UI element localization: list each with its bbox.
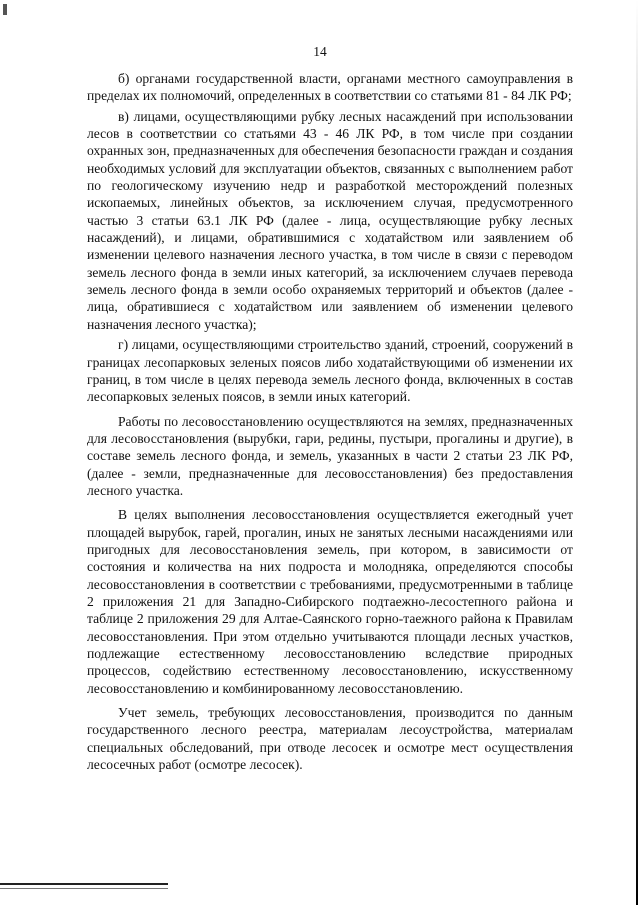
page-number: 14 bbox=[313, 44, 327, 59]
paragraph-item-g: г) лицами, осуществляющими строительство зданий, строений, сооружений в границах лесопарковых зеленых поясов либо ходатайствующими об изменении их границ, в том числе в целях перевода земель лесного фонда, включенных в состав лесопарковых зеленых поясов, в земли иных категорий. bbox=[87, 337, 573, 405]
paragraph-reforestation-works: Работы по лесовосстановлению осуществляются на землях, предназначенных для лесовосстановления (вырубки, гари, редины, пустыри, прогалины и другие), в составе земель лесного фонда, и земель, указанных в части 2 статьи 23 ЛК РФ, (далее - земли, предназначенные для лесовосстановления) без предоставления лесного участка. bbox=[87, 413, 573, 498]
scan-artifact-mark bbox=[3, 4, 7, 15]
paragraph-item-b: б) органами государственной власти, органами местного самоуправления в пределах их полномочий, определенных в соответствии со статьями 81 - 84 ЛК РФ; bbox=[87, 71, 573, 104]
paragraph-land-accounting: Учет земель, требующих лесовосстановления, производится по данным государственного лесного реестра, материалам лесоустройства, материалам специальных обследований, при отводе лесосек и осмотре мест осуществления лесосечных работ (осмотре лесосек). bbox=[87, 705, 573, 773]
paragraph-annual-accounting: В целях выполнения лесовосстановления осуществляется ежегодный учет площадей вырубок, гарей, прогалин, иных не занятых лесными насаждениями или пригодных для лесовосстановления земель, при котором, в зависимости от состояния и количества на них подроста и молодняка, определяются способы лесовосстановления в соответствии с требованиями, предусмотренными в таблице 2 приложения 21 для Западно-Сибирского подтаежно-лесостепного района и таблице 2 приложения 29 для Алтае-Саянского горно-таежного района к Правилам лесовосстановления. При этом отдельно учитываются площади лесных участков, подлежащие естественному лесовосстановлению вследствие природных процессов, содействию естественному лесовосстановлению, искусственному лесовосстановлению и комбинированному лесовосстановлению. bbox=[87, 507, 573, 696]
paragraph-item-v: в) лицами, осуществляющими рубку лесных насаждений при использовании лесов в соответствии со статьями 43 - 46 ЛК РФ, в том числе при создании охранных зон, предназначенных для обеспечения безопасности граждан и создания необходимых условий для эксплуатации объектов, связанных с выполнением работ по геологическому изучению недр и разработкой месторождений полезных ископаемых, линейных объектов, за исключением случая, предусмотренного частью 3 статьи 63.1 ЛК РФ (далее - лица, осуществляющие рубку лесных насаждений), и лицами, обратившимися с ходатайством или заявлением об изменении целевого назначения лесного участка, в том числе в связи с переводом земель лесного фонда в земли иных категорий, за исключением случаев перевода земель лесного фонда в земли особо охраняемых территорий и объектов (далее - лица, обратившиеся с ходатайством или заявлением об изменении целевого назначения лесного участка); bbox=[87, 108, 573, 332]
footer-rule bbox=[0, 883, 168, 885]
document-body bbox=[87, 70, 573, 776]
scan-edge-shadow bbox=[636, 0, 638, 905]
footer-rule-secondary bbox=[0, 888, 168, 889]
